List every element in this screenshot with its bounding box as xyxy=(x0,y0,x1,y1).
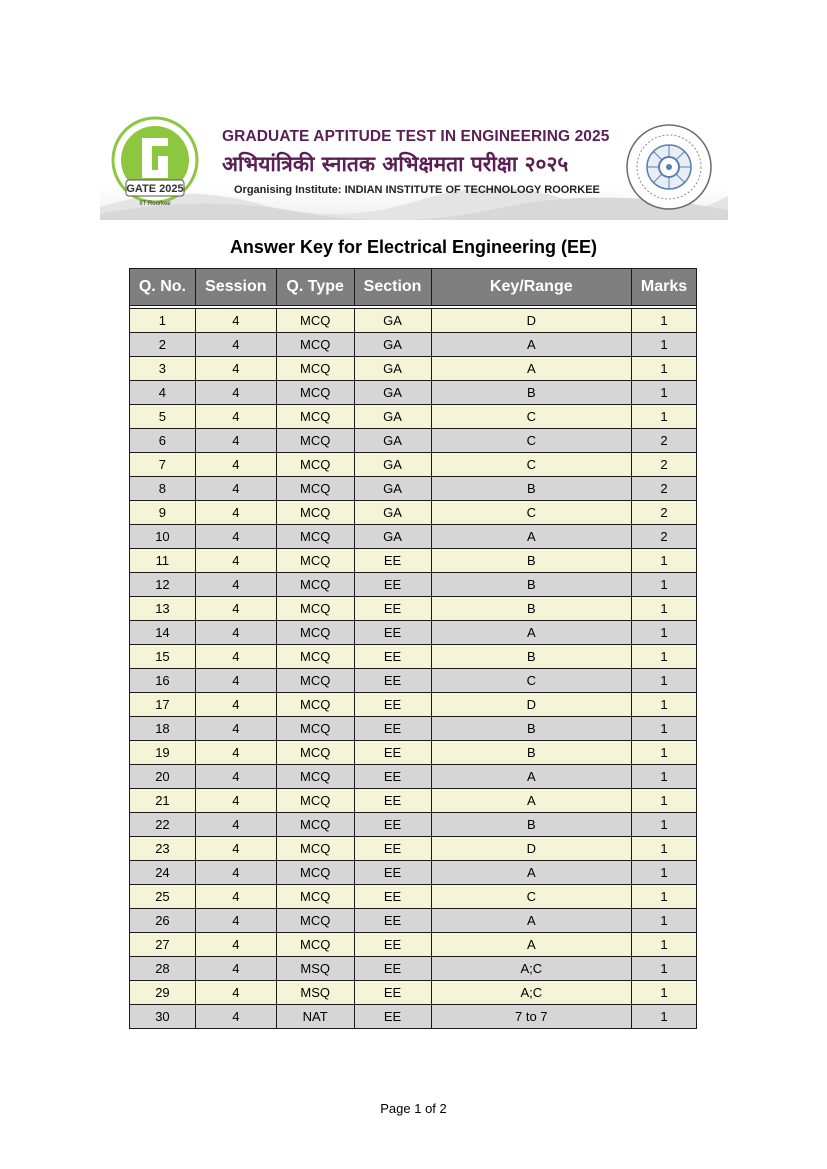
cell-session: 4 xyxy=(195,405,276,429)
cell-key-range: C xyxy=(431,885,632,909)
cell-session: 4 xyxy=(195,981,276,1005)
cell-q-no: 27 xyxy=(130,933,196,957)
cell-session: 4 xyxy=(195,429,276,453)
cell-q-no: 6 xyxy=(130,429,196,453)
cell-q-type: MCQ xyxy=(276,621,354,645)
cell-section: EE xyxy=(354,717,431,741)
cell-q-type: MCQ xyxy=(276,909,354,933)
cell-section: EE xyxy=(354,981,431,1005)
cell-marks: 2 xyxy=(632,477,697,501)
cell-key-range: A;C xyxy=(431,957,632,981)
cell-key-range: D xyxy=(431,837,632,861)
table-row xyxy=(130,669,697,693)
cell-marks: 2 xyxy=(632,453,697,477)
cell-q-type: MCQ xyxy=(276,645,354,669)
cell-q-type: MCQ xyxy=(276,309,354,333)
table-row xyxy=(130,741,697,765)
cell-key-range: D xyxy=(431,309,632,333)
gate-2025-logo xyxy=(108,114,202,214)
cell-q-type: MCQ xyxy=(276,693,354,717)
table-row xyxy=(130,333,697,357)
cell-session: 4 xyxy=(195,909,276,933)
cell-q-no: 22 xyxy=(130,813,196,837)
cell-section: GA xyxy=(354,357,431,381)
cell-session: 4 xyxy=(195,309,276,333)
cell-session: 4 xyxy=(195,861,276,885)
table-row xyxy=(130,549,697,573)
cell-session: 4 xyxy=(195,573,276,597)
column-header-q-type: Q. Type xyxy=(276,269,354,306)
cell-q-type: MCQ xyxy=(276,549,354,573)
cell-q-type: MCQ xyxy=(276,885,354,909)
cell-marks: 2 xyxy=(632,429,697,453)
cell-q-type: MCQ xyxy=(276,813,354,837)
cell-section: GA xyxy=(354,333,431,357)
cell-q-no: 16 xyxy=(130,669,196,693)
table-row xyxy=(130,885,697,909)
table-row xyxy=(130,597,697,621)
cell-q-type: MCQ xyxy=(276,669,354,693)
cell-q-no: 14 xyxy=(130,621,196,645)
cell-marks: 2 xyxy=(632,525,697,549)
cell-key-range: B xyxy=(431,381,632,405)
table-row xyxy=(130,309,697,333)
cell-marks: 1 xyxy=(632,933,697,957)
cell-section: EE xyxy=(354,765,431,789)
cell-session: 4 xyxy=(195,333,276,357)
cell-session: 4 xyxy=(195,837,276,861)
cell-key-range: C xyxy=(431,453,632,477)
cell-session: 4 xyxy=(195,1005,276,1029)
cell-key-range: C xyxy=(431,501,632,525)
cell-key-range: A xyxy=(431,357,632,381)
table-row xyxy=(130,765,697,789)
table-row xyxy=(130,957,697,981)
cell-section: GA xyxy=(354,453,431,477)
cell-marks: 1 xyxy=(632,549,697,573)
cell-marks: 1 xyxy=(632,693,697,717)
cell-section: EE xyxy=(354,549,431,573)
cell-section: EE xyxy=(354,861,431,885)
cell-session: 4 xyxy=(195,381,276,405)
column-header-key-range: Key/Range xyxy=(431,269,632,306)
cell-key-range: A xyxy=(431,621,632,645)
table-row xyxy=(130,645,697,669)
cell-key-range: A xyxy=(431,525,632,549)
table-row xyxy=(130,453,697,477)
cell-marks: 2 xyxy=(632,501,697,525)
cell-q-type: MCQ xyxy=(276,765,354,789)
cell-session: 4 xyxy=(195,885,276,909)
column-header-session: Session xyxy=(195,269,276,306)
cell-q-type: MCQ xyxy=(276,717,354,741)
cell-marks: 1 xyxy=(632,717,697,741)
cell-key-range: B xyxy=(431,717,632,741)
cell-q-type: MCQ xyxy=(276,741,354,765)
cell-section: EE xyxy=(354,741,431,765)
table-row xyxy=(130,357,697,381)
cell-key-range: B xyxy=(431,549,632,573)
cell-key-range: A xyxy=(431,333,632,357)
cell-marks: 1 xyxy=(632,981,697,1005)
cell-q-type: MSQ xyxy=(276,957,354,981)
cell-q-type: MCQ xyxy=(276,357,354,381)
iit-roorkee-seal xyxy=(620,122,718,212)
cell-marks: 1 xyxy=(632,957,697,981)
table-row xyxy=(130,381,697,405)
table-row xyxy=(130,837,697,861)
table-row xyxy=(130,813,697,837)
cell-marks: 1 xyxy=(632,597,697,621)
cell-section: EE xyxy=(354,1005,431,1029)
cell-marks: 1 xyxy=(632,909,697,933)
cell-q-type: MCQ xyxy=(276,933,354,957)
cell-q-no: 24 xyxy=(130,861,196,885)
cell-marks: 1 xyxy=(632,861,697,885)
table-row xyxy=(130,525,697,549)
table-row xyxy=(130,933,697,957)
cell-q-no: 15 xyxy=(130,645,196,669)
column-header-section: Section xyxy=(354,269,431,306)
cell-q-no: 13 xyxy=(130,597,196,621)
cell-section: EE xyxy=(354,645,431,669)
cell-q-type: MCQ xyxy=(276,525,354,549)
cell-q-no: 7 xyxy=(130,453,196,477)
answer-key-table xyxy=(129,268,697,1029)
cell-session: 4 xyxy=(195,453,276,477)
cell-q-no: 2 xyxy=(130,333,196,357)
cell-marks: 1 xyxy=(632,765,697,789)
cell-key-range: C xyxy=(431,405,632,429)
cell-q-no: 29 xyxy=(130,981,196,1005)
cell-key-range: A xyxy=(431,933,632,957)
cell-q-type: MCQ xyxy=(276,477,354,501)
cell-q-no: 3 xyxy=(130,357,196,381)
cell-q-no: 11 xyxy=(130,549,196,573)
cell-section: EE xyxy=(354,885,431,909)
cell-session: 4 xyxy=(195,765,276,789)
cell-q-no: 4 xyxy=(130,381,196,405)
cell-q-no: 30 xyxy=(130,1005,196,1029)
cell-key-range: B xyxy=(431,477,632,501)
table-row xyxy=(130,909,697,933)
cell-marks: 1 xyxy=(632,789,697,813)
cell-q-no: 5 xyxy=(130,405,196,429)
cell-section: GA xyxy=(354,429,431,453)
cell-session: 4 xyxy=(195,501,276,525)
cell-marks: 1 xyxy=(632,645,697,669)
table-row xyxy=(130,1005,697,1029)
gate-logo-subtext: IIT Roorkee xyxy=(139,201,171,207)
cell-key-range: C xyxy=(431,669,632,693)
cell-marks: 1 xyxy=(632,309,697,333)
page-footer: Page 1 of 2 xyxy=(380,1101,447,1116)
cell-marks: 1 xyxy=(632,837,697,861)
cell-section: EE xyxy=(354,789,431,813)
cell-marks: 1 xyxy=(632,573,697,597)
cell-q-type: MCQ xyxy=(276,453,354,477)
cell-marks: 1 xyxy=(632,813,697,837)
cell-marks: 1 xyxy=(632,741,697,765)
cell-marks: 1 xyxy=(632,357,697,381)
cell-key-range: B xyxy=(431,741,632,765)
cell-q-type: MCQ xyxy=(276,405,354,429)
header-title-english: GRADUATE APTITUDE TEST IN ENGINEERING 2025 xyxy=(222,128,610,145)
cell-session: 4 xyxy=(195,669,276,693)
table-body xyxy=(130,306,697,1029)
gate-logo-text: GATE 2025 xyxy=(126,183,184,195)
cell-session: 4 xyxy=(195,813,276,837)
cell-q-type: NAT xyxy=(276,1005,354,1029)
cell-marks: 1 xyxy=(632,381,697,405)
cell-session: 4 xyxy=(195,549,276,573)
cell-q-type: MCQ xyxy=(276,837,354,861)
table-row xyxy=(130,717,697,741)
cell-key-range: B xyxy=(431,813,632,837)
cell-q-type: MCQ xyxy=(276,381,354,405)
table-header-row xyxy=(130,269,697,306)
cell-key-range: A;C xyxy=(431,981,632,1005)
table-row xyxy=(130,621,697,645)
cell-q-no: 20 xyxy=(130,765,196,789)
cell-q-no: 28 xyxy=(130,957,196,981)
cell-session: 4 xyxy=(195,717,276,741)
cell-section: EE xyxy=(354,813,431,837)
cell-key-range: A xyxy=(431,861,632,885)
cell-session: 4 xyxy=(195,621,276,645)
cell-key-range: A xyxy=(431,765,632,789)
cell-key-range: B xyxy=(431,573,632,597)
table-row xyxy=(130,429,697,453)
cell-q-no: 10 xyxy=(130,525,196,549)
cell-session: 4 xyxy=(195,597,276,621)
cell-marks: 1 xyxy=(632,1005,697,1029)
cell-section: EE xyxy=(354,957,431,981)
cell-session: 4 xyxy=(195,957,276,981)
cell-q-type: MCQ xyxy=(276,573,354,597)
cell-section: EE xyxy=(354,837,431,861)
cell-section: EE xyxy=(354,669,431,693)
table-row xyxy=(130,501,697,525)
cell-session: 4 xyxy=(195,693,276,717)
cell-q-no: 25 xyxy=(130,885,196,909)
cell-marks: 1 xyxy=(632,669,697,693)
table-row xyxy=(130,477,697,501)
column-header-marks: Marks xyxy=(632,269,697,306)
cell-section: GA xyxy=(354,501,431,525)
cell-session: 4 xyxy=(195,645,276,669)
cell-q-no: 19 xyxy=(130,741,196,765)
cell-q-type: MCQ xyxy=(276,597,354,621)
cell-session: 4 xyxy=(195,525,276,549)
cell-section: EE xyxy=(354,909,431,933)
document-title: Answer Key for Electrical Engineering (EE) xyxy=(229,237,598,257)
cell-section: EE xyxy=(354,621,431,645)
cell-q-type: MCQ xyxy=(276,861,354,885)
cell-section: GA xyxy=(354,381,431,405)
cell-section: EE xyxy=(354,573,431,597)
cell-section: GA xyxy=(354,309,431,333)
table-row xyxy=(130,789,697,813)
table-row xyxy=(130,693,697,717)
cell-section: GA xyxy=(354,477,431,501)
cell-q-no: 1 xyxy=(130,309,196,333)
cell-session: 4 xyxy=(195,477,276,501)
cell-session: 4 xyxy=(195,357,276,381)
column-header-q-no: Q. No. xyxy=(130,269,196,306)
cell-key-range: A xyxy=(431,789,632,813)
cell-marks: 1 xyxy=(632,333,697,357)
cell-section: EE xyxy=(354,933,431,957)
cell-session: 4 xyxy=(195,741,276,765)
cell-key-range: D xyxy=(431,693,632,717)
cell-q-no: 12 xyxy=(130,573,196,597)
cell-q-type: MCQ xyxy=(276,501,354,525)
cell-q-no: 9 xyxy=(130,501,196,525)
cell-q-no: 8 xyxy=(130,477,196,501)
header-organiser: Organising Institute: INDIAN INSTITUTE OF TECHNOLOGY ROORKEE xyxy=(234,184,600,196)
cell-key-range: B xyxy=(431,597,632,621)
page-header-banner xyxy=(100,112,728,220)
cell-session: 4 xyxy=(195,789,276,813)
cell-marks: 1 xyxy=(632,621,697,645)
cell-q-no: 21 xyxy=(130,789,196,813)
cell-q-no: 23 xyxy=(130,837,196,861)
header-title-hindi: अभियांत्रिकी स्नातक अभिक्षमता परीक्षा २०२५ xyxy=(222,152,569,176)
cell-q-no: 26 xyxy=(130,909,196,933)
cell-section: EE xyxy=(354,597,431,621)
cell-q-type: MSQ xyxy=(276,981,354,1005)
cell-marks: 1 xyxy=(632,885,697,909)
cell-key-range: 7 to 7 xyxy=(431,1005,632,1029)
cell-section: EE xyxy=(354,693,431,717)
cell-session: 4 xyxy=(195,933,276,957)
table-row xyxy=(130,861,697,885)
cell-q-no: 17 xyxy=(130,693,196,717)
cell-q-type: MCQ xyxy=(276,789,354,813)
cell-marks: 1 xyxy=(632,405,697,429)
cell-key-range: A xyxy=(431,909,632,933)
table-row xyxy=(130,981,697,1005)
table-row xyxy=(130,573,697,597)
cell-key-range: B xyxy=(431,645,632,669)
cell-q-type: MCQ xyxy=(276,429,354,453)
cell-section: GA xyxy=(354,525,431,549)
cell-section: GA xyxy=(354,405,431,429)
cell-key-range: C xyxy=(431,429,632,453)
cell-q-type: MCQ xyxy=(276,333,354,357)
table-row xyxy=(130,405,697,429)
cell-q-no: 18 xyxy=(130,717,196,741)
